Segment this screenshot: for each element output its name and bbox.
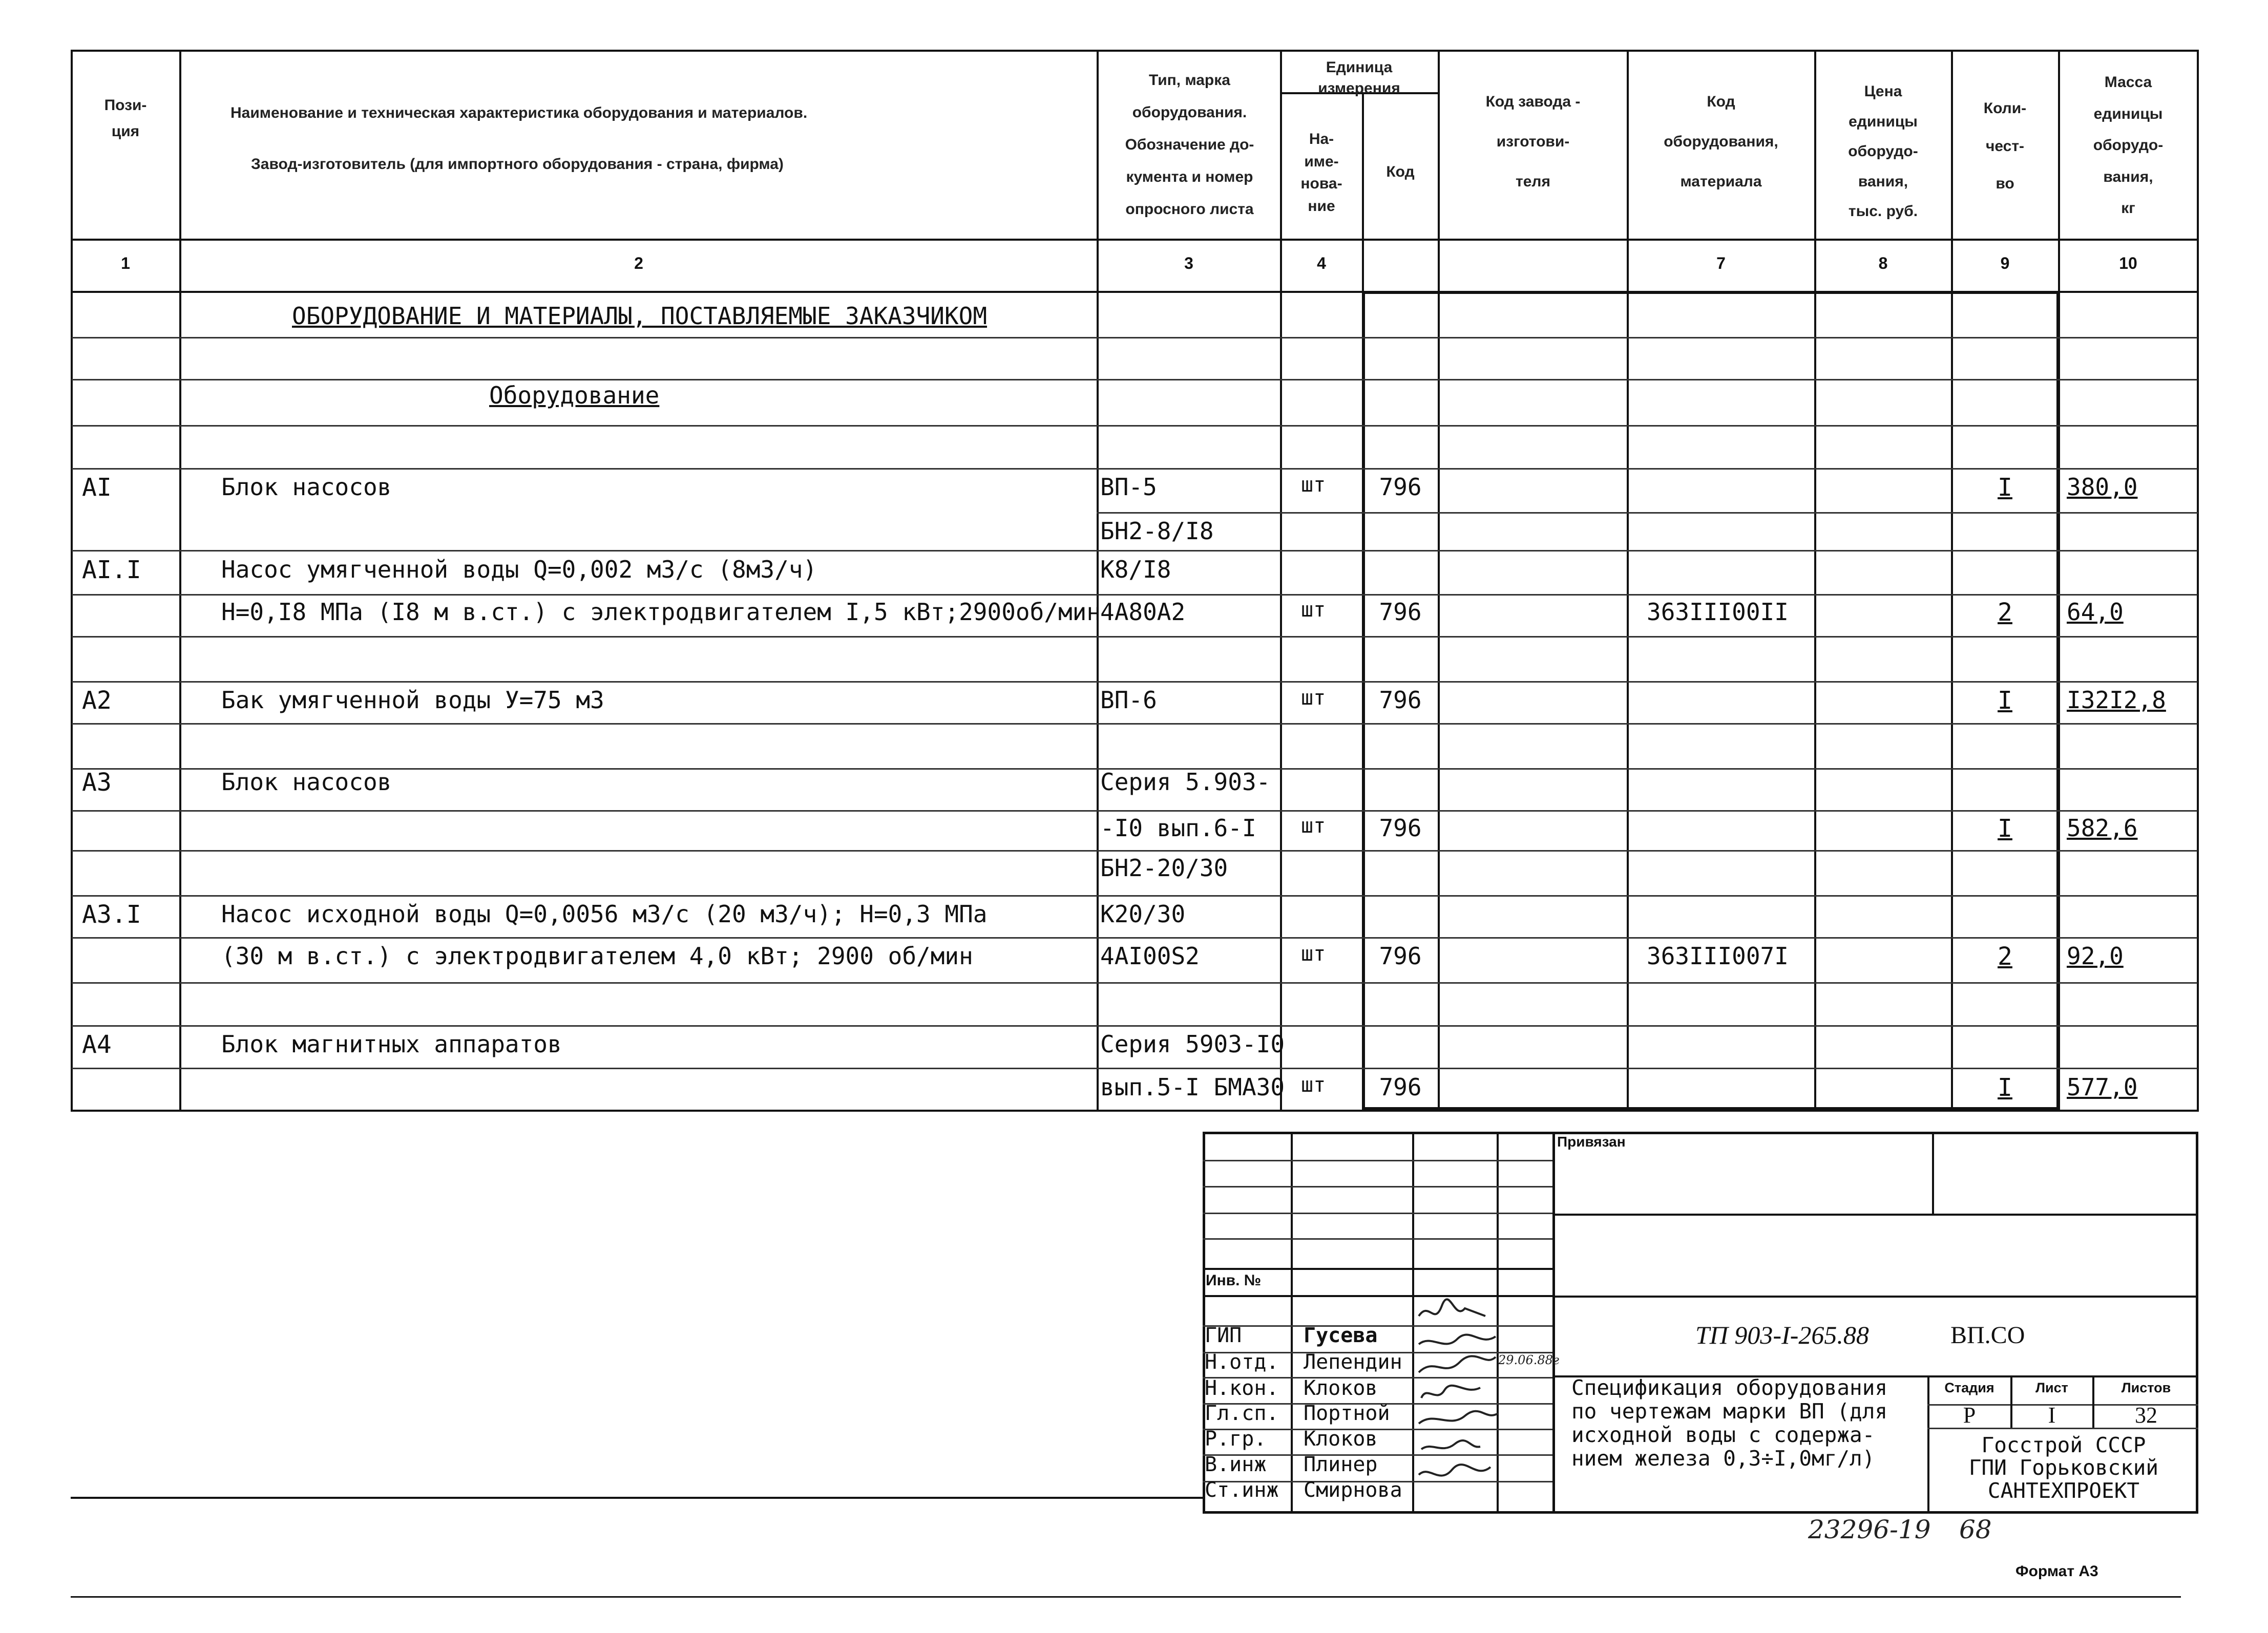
row-type: К8/I8 [1100, 556, 1171, 583]
row-name: Блок магнитных аппаратов [221, 1030, 562, 1058]
row-type: вып.5-I БМА30 [1100, 1073, 1285, 1101]
format-label: Формат А3 [2015, 1563, 2098, 1580]
col-header-factory-code: Код завода - изготови- теля [1485, 93, 1581, 190]
col-number: 10 [2119, 254, 2137, 272]
col-number: 2 [634, 254, 643, 272]
row-code: 796 [1379, 686, 1422, 714]
row-name: Бак умягченной воды У=75 м3 [221, 686, 604, 714]
inventory-number: 23296-19 [1808, 1515, 1931, 1544]
row-mass: 380,0 [2067, 473, 2138, 501]
row-type: БН2-8/I8 [1100, 517, 1214, 545]
row-type: Серия 5.903- [1100, 768, 1271, 796]
col-header-unit-code: Код [1386, 163, 1415, 180]
staff-role: Н.отд. [1205, 1350, 1279, 1374]
staff-role: Ст.инж [1205, 1478, 1279, 1502]
row-pos: AI [82, 473, 112, 502]
row-pos: A4 [82, 1030, 112, 1059]
col-header-unit-name: На- име- нова- ние [1300, 131, 1342, 215]
row-unit: шт [1301, 814, 1326, 838]
row-code: 796 [1379, 598, 1422, 626]
col-number: 4 [1317, 254, 1326, 272]
row-type: 4А80А2 [1100, 598, 1186, 626]
date-note: 29.06.88г [1498, 1353, 1560, 1367]
col-number: 9 [2000, 254, 2010, 272]
col-number: 1 [121, 254, 130, 272]
row-equip-code: 363III007I [1647, 942, 1789, 970]
row-name: (30 м в.ст.) с электродвигателем 4,0 кВт; 2900 об/мин [221, 942, 973, 970]
row-name: Насос исходной воды Q=0,0056 м3/с (20 м3/ч); Н=0,3 МПа [221, 900, 988, 928]
row-name: Насос умягченной воды Q=0,002 м3/с (8м3/ч) [221, 556, 817, 583]
row-type: К20/30 [1100, 900, 1186, 928]
row-qty: I [1998, 473, 2012, 502]
row-name: Блок насосов [221, 473, 392, 501]
row-mass: 92,0 [2067, 942, 2124, 970]
row-unit: шт [1301, 473, 1326, 497]
sheets-label: Листов [2121, 1380, 2171, 1395]
col-header-price: Цена единицы оборудо- вания, тыс. руб. [1848, 83, 1918, 220]
staff-name: Смирнова [1304, 1478, 1402, 1502]
row-code: 796 [1379, 942, 1422, 970]
sheets-value: 32 [2135, 1403, 2157, 1428]
inventory-label: Инв. № [1206, 1272, 1262, 1289]
bound-label: Привязан [1557, 1134, 1626, 1150]
row-qty: I [1998, 686, 2012, 715]
sheet-label: Лист [2035, 1380, 2068, 1395]
stage-value: Р [1963, 1403, 1976, 1428]
row-unit: шт [1301, 942, 1326, 966]
document-mark: ВП.СО [1950, 1322, 2025, 1349]
row-name: Блок насосов [221, 768, 392, 796]
row-mass: 64,0 [2067, 598, 2124, 626]
document-code: ТП 903-I-265.88 [1695, 1321, 1869, 1349]
col-header-name-line1: Наименование и техническая характеристика оборудования и материалов. [230, 104, 808, 121]
staff-role: ГИП [1205, 1324, 1242, 1347]
staff-name: Плинер [1304, 1453, 1378, 1476]
staff-name: Клоков [1304, 1427, 1378, 1451]
row-name: Н=0,I8 МПа (I8 м в.ст.) с электродвигателем I,5 кВт;2900об/мин [221, 598, 1101, 626]
col-header-name-line2: Завод-изготовитель (для импортного оборудования - страна, фирма) [251, 156, 784, 173]
row-type: ВП-5 [1100, 473, 1157, 501]
staff-name: Лепендин [1304, 1350, 1402, 1374]
row-qty: I [1998, 1073, 2012, 1102]
row-qty: 2 [1998, 942, 2012, 971]
col-header-position: Пози- ция [104, 97, 147, 140]
row-equip-code: 363III00II [1647, 598, 1789, 626]
section-title: ОБОРУДОВАНИЕ И МАТЕРИАЛЫ, ПОСТАВЛЯЕМЫЕ ЗАКАЗЧИКОМ [292, 302, 988, 330]
col-number: 3 [1184, 254, 1193, 272]
subsection-title: Оборудование [489, 381, 660, 409]
row-type: ВП-6 [1100, 686, 1157, 714]
staff-name: Портной [1304, 1402, 1390, 1425]
col-header-mass: Масса единицы оборудо- вания, кг [2093, 74, 2164, 217]
col-header-quantity: Коли- чест- во [1983, 100, 2027, 192]
staff-name: Гусева [1304, 1324, 1378, 1347]
staff-role: В.инж [1205, 1453, 1267, 1476]
col-header-equipment-code: Код оборудования, материала [1664, 93, 1778, 190]
col-header-unit-group: Единица измерения [1318, 59, 1400, 97]
row-unit: шт [1301, 598, 1326, 622]
sheet-value: I [2048, 1403, 2056, 1428]
row-qty: 2 [1998, 598, 2012, 627]
row-mass: 582,6 [2067, 814, 2138, 842]
staff-role: Н.кон. [1205, 1376, 1279, 1400]
staff-name: Клоков [1304, 1376, 1378, 1400]
row-unit: шт [1301, 686, 1326, 710]
row-pos: AI.I [82, 556, 141, 584]
row-mass: 577,0 [2067, 1073, 2138, 1101]
row-type: Серия 5903-I0 [1100, 1030, 1285, 1058]
signature-scribbles [1414, 1296, 1501, 1505]
col-header-type: Тип, марка оборудования. Обозначение до- кумента и номер опросного листа [1125, 72, 1254, 218]
row-type: -I0 вып.6-I [1100, 814, 1256, 842]
row-pos: A3 [82, 768, 112, 797]
row-code: 796 [1379, 473, 1422, 501]
sheet-marker: 68 [1959, 1515, 1992, 1544]
stage-label: Стадия [1944, 1380, 1994, 1395]
row-unit: шт [1301, 1073, 1326, 1097]
col-number: 8 [1878, 254, 1888, 272]
row-mass: I32I2,8 [2067, 686, 2166, 714]
staff-role: Р.гр. [1205, 1427, 1267, 1451]
row-qty: I [1998, 814, 2012, 843]
row-pos: A3.I [82, 900, 141, 929]
organization: Госстрой СССР ГПИ Горьковский САНТЕХПРОЕКТ [1968, 1433, 2159, 1503]
row-type: 4АI00S2 [1100, 942, 1200, 970]
row-pos: A2 [82, 686, 112, 715]
row-type: БН2-20/30 [1100, 854, 1228, 882]
row-code: 796 [1379, 814, 1422, 842]
col-number: 7 [1716, 254, 1726, 272]
document-title: Спецификация оборудования по чертежам марки ВП (для исходной воды с содержа- нием железа 0,3÷I,0мг/л) [1571, 1375, 1888, 1471]
row-code: 796 [1379, 1073, 1422, 1101]
staff-role: Гл.сп. [1205, 1402, 1279, 1425]
